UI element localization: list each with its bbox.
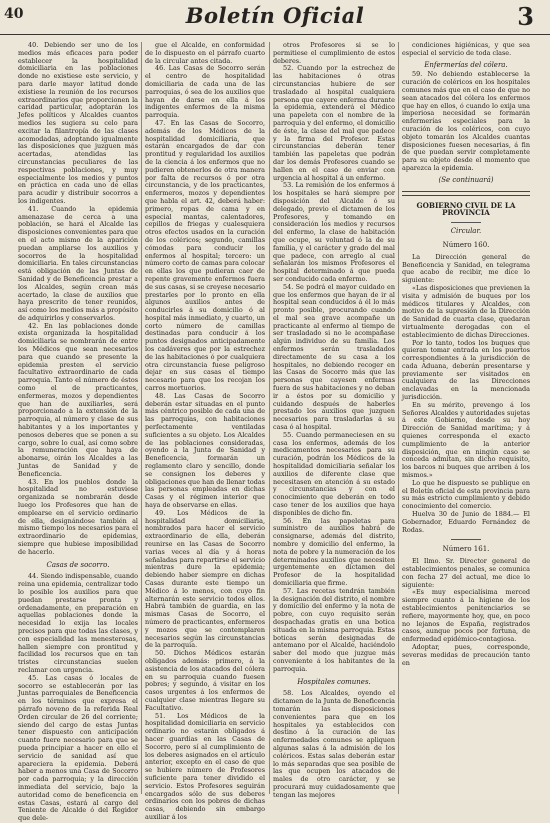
notice-160-para-2: «Las disposiciones que previenen la visita y admisión de buques por los médicos titulares y Alcaldes, con motivo de la supresión de la Dirección de Sanidad de cuarta clase, quedaran virtualmente derogadas con el establecimiento de dichas Direcciones. bbox=[402, 283, 530, 339]
column-divider bbox=[398, 42, 399, 794]
article-47: 47. En las Casas de Socorro, además de los Médicos de la hospitalidad domiciliaria, que estarán encargados de dar con prontitud y regularidad los auxilios de la ciencia á los enfermos que no pudieren obtenerlos de otra manera por falta de recursos ó por otra circunstancia, y de los practicantes, enfermeros, mozos y dependientes que habla el art. 42, deberá haber: primero, ropas de cama y en especial mantas, calentadores, cepillos de friegas y cualesquiera otros efectos usados en la curación de los coléricos; segundo, camillas cómodas para conducir los enfermos al hospital; tercero: un número corto de camas para colocar en ellas los que pudieran caer de repente gravemente enfermos fuera de sus casas, si se creyese necesario prestarles por lo pronto en ella algunos auxilios antes de conducirles á su domicilio ó al hospital más inmediato, y cuarto, un corto número de camillas destinadas para conducir á los puntos designados anticipadamente los cadáveres que por la estrechez de las habitaciones ó por cualquiera otra circunstancia fuese peligroso dejar en sus casas el tiempo necesario para que los recojan los carros mortuorios. bbox=[145, 118, 265, 393]
article-45-cont: gue el Alcalde, en conformidad de lo dispuesto en el párrafo cuarto de la circular antes citada. bbox=[145, 41, 265, 65]
circular-heading: Circular. bbox=[450, 227, 482, 236]
article-54: 54. Se podrá el mayor cuidado en que los enfermos que hayan de ir al hospital sean conducidos á él lo más pronto posible, procurando cuando el mal sea grave acompañe un practicante al enfermo al tiempo de ser trasladado si no le acompañase algún individuo de su familia. Los enfermos serán trasladados directamente de su casa a los hospitales, no debiendo recoger en las Casas de Socorro más que las personas que cayesen enfermas fuera de sus habitaciones y no deban ir a éstos por su domicilio y cuidando después de haberles prestado los auxilios que juzguen necesarios para trasladarlas á su casa ó al hospital. bbox=[273, 282, 395, 432]
article-52: 52. Cuando por la estrechez de las habitaciones ó otras circunstancias hubiere de ser trasladado al hospital cualquiera persona que cayere enferma durante la epidemia, extenderá el Médico una papeleta con el nombre de la parroquia y del enfermo, el domicilio de éste, la clase del mal que padece y la firma del Profesor. Estas circunstancias deberán tener también las papeletas que podrán dar los demás Profesores cuando se hallen en el caso de enviar con urgencia al hospital á un enfermo. bbox=[273, 64, 395, 182]
article-42: 42. En las poblaciones donde exista organizada la hospitalidad domiciliaria se nombrarán de entre los Médicos que sean necesarios para que cuando se presente la epidemia presten el servicio facultativo extraordinario de cada parroquia. Tanto el número de éstos como el de practicantes, enfermeras, mozos y dependientes que han de auxiliarles, será proporcionado a la extensión de la parroquia, al número y clase de sus habitantes y a los importantes y penosos deberes que se ponen a su cargo, sobre lo cual, así como sobre la remuneración que haya de abonarse, oirán los Alcaldes a las Juntas de Sanidad y de Beneficencia. bbox=[18, 321, 138, 478]
article-50: 50. Dichos Médicos estarán obligados además: primero, á la asistencia de los atacados del cólera en su parroquia cuando fuesen pobres; y segundo, á visitar en los casos urgentes á los enfermos de cualquier clase mientras llegare su Facultativo. bbox=[145, 649, 265, 712]
article-48: 48. Las Casas de Socorro deberán estar situadas en el punto más céntrico posible de cada una de las parroquias, con habitaciones perfectamente ventiladas suficientes a su objeto. Los Alcaldes de las poblaciones consideradas, oyendo a la Junta de Sanidad y Beneficencia, formarán un reglamento claro y sencillo, donde se consignen los deberes y obligaciones que han de llenar todas las personas empleadas en dichas Casas y el régimen interior que haya de observarse en ellas. bbox=[145, 391, 265, 510]
page-header bbox=[0, 0, 550, 35]
notice-161-para-2: «Es muy especialísima merced siempre cuanto á la higiene de los establecimientos penitenciarios se refiere, mayormente hoy, que, en poco no lejanos de España, registrados casos, aunque pocos por fortuna, de enfermedad epidémico-contagiosa. bbox=[402, 588, 530, 644]
article-51-cont: otros Profesores si se lo permitiese el cumplimiento de estos deberes. bbox=[273, 41, 395, 65]
column-divider bbox=[141, 42, 142, 794]
section-heading-hospitales: Hospitales comunes. bbox=[297, 677, 371, 686]
section-heading-casas-socorro: Casas de socorro. bbox=[46, 560, 110, 569]
newspaper-title: Boletín Oficial bbox=[185, 3, 365, 28]
notice-161-para-1: El Ilmo. Sr. Director general de establecimientos penales, se comunica con fecha 27 del actual, me dice lo siguiente: bbox=[402, 557, 530, 589]
notice-160-para-4: En su mérito, prevengo á los Señores Alcaldes y autoridades sujetas á este Gobierno, desde su hoy Dirección de Sanidad marítima; y á quienes corresponda el exacto cumplimiento de la anterior disposición, que en ningún caso se conceda admitan, sin dicho requisito, los barcos ni buques que arriben á los mismos.» bbox=[402, 400, 530, 480]
article-44: 44. Siendo indispensable, cuando reina una epidemia, centralizar todo lo posible los auxilios para que puedan prestarse pronta y ordenadamente, en preparación en aquellas poblaciones donde la necesidad lo exija las locales precisos para que todas las clases, y con especialidad las menesterosas, hallen siempre con prontitud y facilidad los recursos que en tan tristes circunstancias suelen reclamar con urgencia. bbox=[18, 572, 138, 674]
notice-number-160: Número 160. bbox=[442, 240, 490, 249]
column-2 bbox=[145, 41, 265, 821]
header-number: 40 bbox=[4, 6, 24, 22]
article-59: 59. No debiendo establecerse la curación de coléricos en los hospitales comunes más que en el caso de que no sean atacados del cólera los enfermos que hay en ellos, ó cuando lo exija una imperiosa necesidad se formarán enfermerías especiales para la curación de los coléricos, con cuyo objeto tomarán los Alcaldes cuantas disposiciones fuesen necesarias, á fin de que puedan servir completamente para su objeto desde el momento que aparezca la epidemia. bbox=[402, 70, 530, 172]
notice-number-161: Número 161. bbox=[442, 545, 490, 554]
short-divider bbox=[451, 222, 481, 223]
column-3 bbox=[273, 41, 395, 799]
section-divider bbox=[402, 191, 530, 196]
article-53: 53. La remisión de los enfermos á los hospitales se hará siempre por disposición del Alcalde ó su delegado, previo el dictamen de los Profesores, y tomando en consideración los medios y recursos del enfermo, la clase de habitación que ocupe, su voluntad ó la de su familia, y el carácter y grado del mal que padece, con arreglo al cual señalarán los mismos Profesores el hospital determinado á que pueda ser conducido cada enfermo. bbox=[273, 181, 395, 283]
column-4 bbox=[402, 42, 530, 796]
notice-161-para-3: Adoptar, pues, corresponde, severas medidas de precaución tanto en bbox=[402, 642, 530, 667]
page-number: 3 bbox=[517, 2, 534, 31]
article-57: 57. Las recetas tendrán también la designación del distrito, el nombre y domicilio del enfermo y la nota de pobre, con cuyo requisito serán despachadas gratis en una botica situada en la misma parroquia. Estas boticas serán designadas de antemano por el Alcalde, haciéndolo saber del modo que juzgue más conveniente á los habitantes de la parroquia. bbox=[273, 586, 395, 673]
government-heading: GOBIERNO CIVIL DE LA PROVINCIA bbox=[416, 200, 516, 218]
article-58: 58. Los Alcaldes, oyendo el dictamen de la Junta de Beneficencia tomarán las disposiciones convenientes para que en los hospitales ya establecidos con destino á la curación de las enfermedades comunes se apliquen algunas salas á la admisión de los coléricos. Estas salas deberán estar lo más separadas que sea posible de las que ocupen los atacados de males de otro carácter, y se procurará muy cuidadosamente que tengan las mejores bbox=[273, 689, 395, 799]
column-1 bbox=[18, 41, 138, 823]
article-56: 56. En las papeletas para suministro de auxilios habrá de consignarse, además del distrito, nombre y domicilio del enfermo, la nota de pobre y la numeración de los determinados auxilios que necesiten urgentemente en dictamen del Profesor de la hospitalidad domiciliaria que firme. bbox=[273, 516, 395, 587]
article-45: 45. Las casas ó locales de socorro se establecerán por las Juntas parroquiales de Beneficencia en los términos que expresa el párrafo noveno de la referida Real Orden circular de 26 del corriente; siendo del cargo de estas Juntas tener dispuesto con anticipación cuanto fuere necesario para que se pueda principiar a hacer en ello el servicio de sanidad así que apareciera la epidemia. Deberá haber a menos una Casa de Socorro por cada parroquia; y la dirección inmediata del servicio, bajo la autoridad como de beneficencia en estas Casas, estará al cargo del Teniente de Alcalde ó del Regidor que dele- bbox=[18, 673, 138, 823]
article-55: 55. Cuando permaneciesen en su casa los enfermos, además de los medicamentos necesarios para su curación, podrán los Médicos de la hospitalidad domiciliaria señalar los auxilios de diferente clase que necesitasen en atención á su estado y circunstancias y con el conocimiento que deberán en todo caso tener de los auxilios que haya disponibles de dicho fin. bbox=[273, 430, 395, 517]
notice-160-signature: Huelva 30 de Junio de 1884.— El Gobernador, Eduardo Fernández de Rodas. bbox=[402, 510, 530, 534]
notice-160-para-1: La Dirección general de Beneficencia y Sanidad, en telegrama que acabo de recibir, me dice lo siguiente: bbox=[402, 252, 530, 285]
article-58-cont: condiciones higiénicas, y que sea especial el servicio de toda clase. bbox=[402, 41, 530, 57]
article-43: 43. En los pueblos donde la hospitalidad no estuviese organizada se nombrarán desde luego los Profesores que han de emplearse en el servicio ordinario de ella, designándose también al mismo tiempo los necesarios para el extraordinario de epidemias, siempre que hubiese imposibilidad de hacerlo. bbox=[18, 477, 138, 556]
article-49: 49. Los Médicos de la hospitalidad domiciliaria, nombrados para hacer el servicio extraordinario de ella, deberán reunirse en las Casas de Socorro varias veces al día y á horas señaladas para repartirse el servicio mientras dure la epidemia; debiendo haber siempre en dichas Casas durante este tiempo un Médico á lo menos, con cuyo fin alternarán este servicio todos ellos. Habrá también de guardia, en las mismas Casas de Socorro, el número de practicantes, enfermeros y mozos que se contemplaren necesarios según las circunstancias de la parroquia. bbox=[145, 508, 265, 650]
article-40: 40. Debiendo ser uno de los medios más eficaces para poder establecer la hospitalidad domiciliaria en las poblaciones donde no existiese este servicio, y para darle mayor latitud donde existiese la reunión de los recursos extraordinarios que proporcionen la caridad particular, adoptarán los Jefes políticos y Alcaldes cuantos medios les sugiera su celo para excitar la filantropía de las clases acomodadas, adoptando igualmente las disposiciones que juzguen más acertadas, atendidas las circunstancias peculiares de las respectivas poblaciones, y muy especialmente los medios y puntos en práctica en cada uno de ellas para acudir y distribuir socorros a los indigentes. bbox=[18, 41, 138, 205]
article-41: 41. Cuando la epidemia amenazase de cerca a una población, se hará el Alcalde las disposiciones convenientes para que en el acto mismo de la aparición puedan ampliarse los auxilios y socorros de la hospitalidad domiciliaria. En tales circunstancias está obligación de las Juntas de Sanidad y de Beneficencia prestar a los Alcaldes, según crean más acertado, la clase de auxilios que haya prescrito de tener reunidos, así como los medios más a propósito de adquirirlos y conservarlos. bbox=[18, 204, 138, 322]
section-heading-enfermerias: Enfermerías del cólera. bbox=[424, 60, 508, 69]
notice-160-para-3: Por lo tanto, todos los buques que quieran tomar entrada en los puertos correspondientes á la jurisdicción de cada Aduana, deberán presentarse y previamente ser visitados en cualquiera de las Direcciones enclavadas en la mencionada jurisdicción. bbox=[402, 338, 530, 402]
continuation-note: (Se continuará) bbox=[438, 175, 494, 184]
article-51: 51. Los Médicos de la hospitalidad domiciliaria en servicio ordinario no estarán obligados á hacer guardias en las Casas de Socorro, pero sí al cumplimiento de los deberes asignados en el artículo anterior, excepto en el caso de que se hubiere número de Profesores suficiente para tener dividido el servicio. Estos Profesores seguirán encargados sólo de sus deberes ordinarios con los pobres de dichas casas, debiendo sin embargo auxiliar á los bbox=[145, 711, 265, 821]
column-divider bbox=[269, 42, 270, 794]
short-divider bbox=[451, 539, 481, 540]
notice-160-para-5: Lo que he dispuesto se publique en el Boletín oficial de esta provincia para su más estricto cumplimiento y debido conocimiento del comercio. bbox=[402, 478, 530, 511]
article-46: 46. Las Casas de Socorro serán el centro de hospitalidad domiciliaria de cada una de las parroquias, ó sea de los auxilios que hayan de darse en ella á los indigentes enfermos de la misma parroquia. bbox=[145, 64, 265, 120]
